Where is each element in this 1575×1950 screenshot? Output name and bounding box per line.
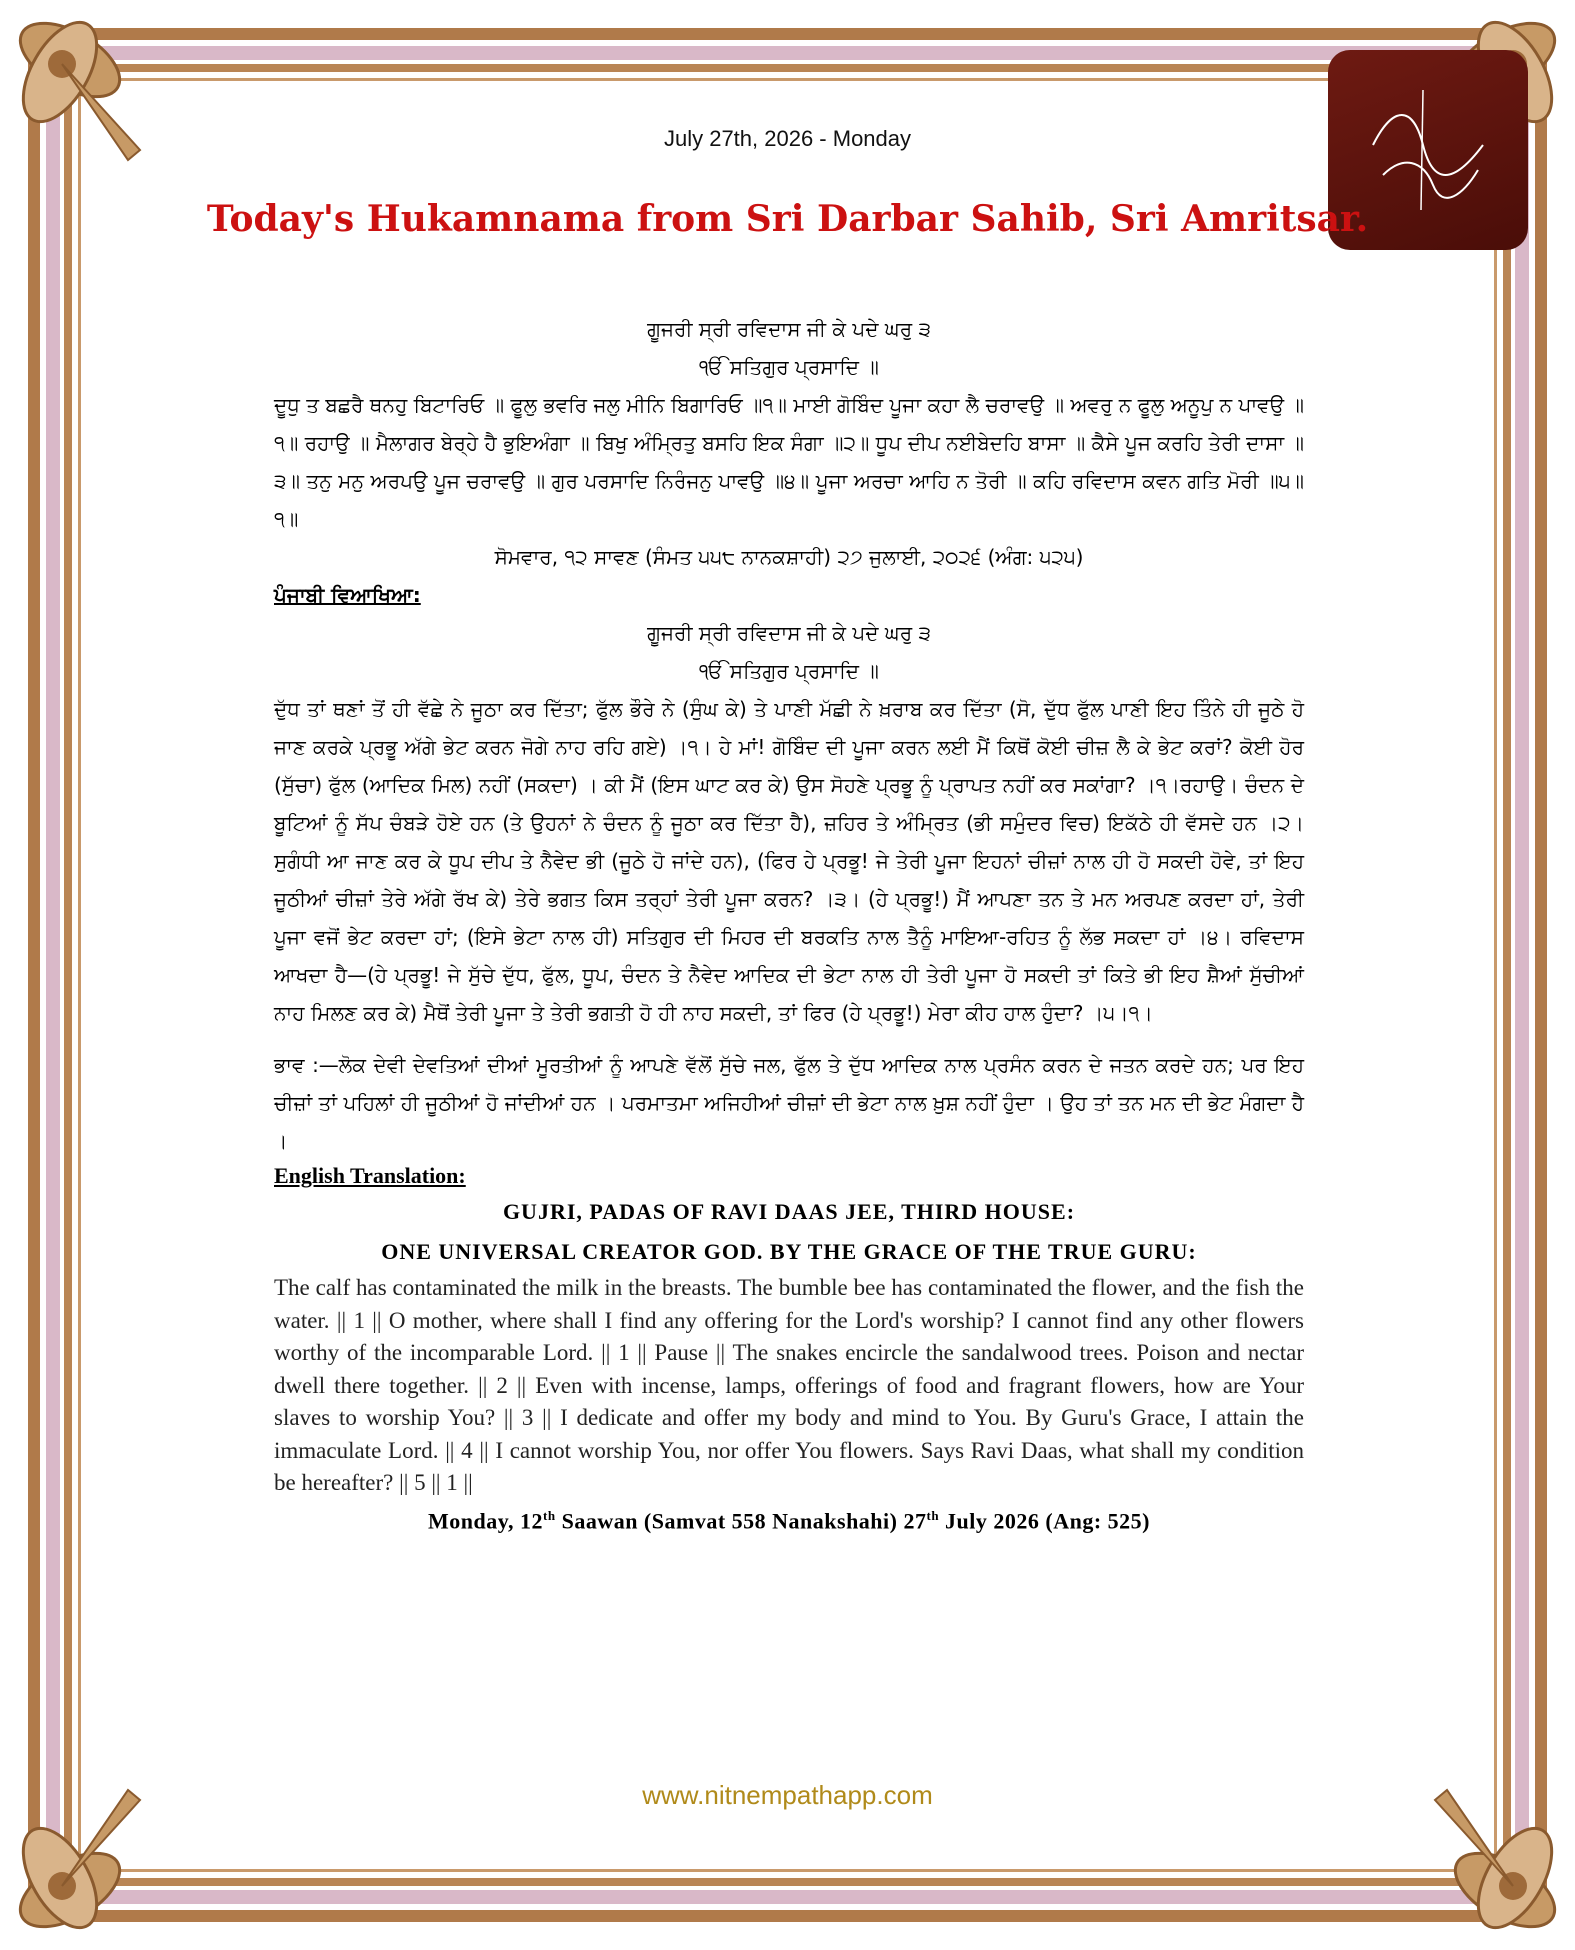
english-date-sup1: th: [543, 1507, 556, 1523]
website-link[interactable]: www.nitnempathapp.com: [642, 1780, 933, 1810]
english-date-part1: Monday, 12: [427, 1507, 544, 1533]
punjabi-label: ਪੰਜਾਬੀ ਵਿਆਖਿਆ:: [274, 583, 421, 607]
english-date: [274, 1508, 1304, 1534]
english-label: English Translation:: [274, 1163, 466, 1188]
corner-bow-icon: [0, 0, 190, 190]
punjabi-bhav: ਭਾਵ :—ਲੋਕ ਦੇਵੀ ਦੇਵਤਿਆਂ ਦੀਆਂ ਮੂਰਤੀਆਂ ਨੂੰ ਆਪਣੇ ਵੱਲੋਂ ਸੁੱਚੇ ਜਲ, ਫੁੱਲ ਤੇ ਦੁੱਧ ਆਦਿਕ ਨਾਲ ਪ੍ਰਸੰਨ ਕਰਨ ਦੇ ਜਤਨ ਕਰਦੇ ਹਨ; ਪਰ ਇਹ ਚੀਜ਼ਾਂ ਤਾਂ ਪਹਿਲਾਂ ਹੀ ਜੂਠੀਆਂ ਹੋ ਜਾਂਦੀਆਂ ਹਨ । ਪਰਮਾਤਮਾ ਅਜਿਹੀਆਂ ਚੀਜ਼ਾਂ ਦੀ ਭੇਟਾ ਨਾਲ ਖ਼ੁਸ਼ ਨਹੀਂ ਹੁੰਦਾ । ਉਹ ਤਾਂ ਤਨ ਮਨ ਦੀ ਭੇਟ ਮੰਗਦਾ ਹੈ ।: [274, 1053, 1304, 1153]
english-heading-1: GUJRI, PADAS OF RAVI DAAS JEE, THIRD HOUSE:: [502, 1199, 1076, 1224]
gurbani-text: ਦੂਧੁ ਤ ਬਛਰੈ ਥਨਹੁ ਬਿਟਾਰਿਓ ॥ ਫੂਲੁ ਭਵਰਿ ਜਲੁ ਮੀਨਿ ਬਿਗਾਰਿਓ ॥੧॥ ਮਾਈ ਗੋਬਿੰਦ ਪੂਜਾ ਕਹਾ ਲੈ ਚਰਾਵਉ ॥ ਅਵਰੁ ਨ ਫੂਲੁ ਅਨੂਪੁ ਨ ਪਾਵਉ ॥੧॥ ਰਹਾਉ ॥ ਮੈਲਾਗਰ ਬੇਰ੍ਹੇ ਹੈ ਭੁਇਅੰਗਾ ॥ ਬਿਖੁ ਅੰਮ੍ਰਿਤੁ ਬਸਹਿ ਇਕ ਸੰਗਾ ॥੨॥ ਧੂਪ ਦੀਪ ਨਈਬੇਦਹਿ ਬਾਸਾ ॥ ਕੈਸੇ ਪੂਜ ਕਰਹਿ ਤੇਰੀ ਦਾਸਾ ॥੩॥ ਤਨੁ ਮਨੁ ਅਰਪਉ ਪੂਜ ਚਰਾਵਉ ॥ ਗੁਰ ਪਰਸਾਦਿ ਨਿਰੰਜਨੁ ਪਾਵਉ ॥੪॥ ਪੂਜਾ ਅਰਚਾ ਆਹਿ ਨ ਤੋਰੀ ॥ ਕਹਿ ਰਵਿਦਾਸ ਕਵਨ ਗਤਿ ਮੋਰੀ ॥੫॥੧॥: [274, 393, 1305, 531]
english-date-part2: Saawan (Samvat 558 Nanakshahi) 27: [555, 1507, 927, 1533]
english-translation: The calf has contaminated the milk in the breasts. The bumble bee has contaminated the flower, and the fish the water. || 1 || O mother, where shall I find any offering for the Lord's worship? I cannot find any other flowers worthy of the incomparable Lord. || 1 || Pause || The snakes encircle the sandalwood trees. Poison and nectar dwell there together. || 2 || Even with incense, lamps, offerings of food and fragrant flowers, how are Your slaves to worship You? || 3 || I dedicate and offer my body and mind to You. By Guru's Grace, I attain the immaculate Lord. || 4 || I cannot worship You, nor offer You flowers. Says Ravi Daas, what shall my condition be hereafter? || 5 || 1 ||: [274, 1275, 1304, 1495]
punjabi-explanation: ਦੁੱਧ ਤਾਂ ਥਣਾਂ ਤੋਂ ਹੀ ਵੱਛੇ ਨੇ ਜੂਠਾ ਕਰ ਦਿੱਤਾ; ਫੁੱਲ ਭੌਰੇ ਨੇ (ਸੁੰਘ ਕੇ) ਤੇ ਪਾਣੀ ਮੱਛੀ ਨੇ ਖ਼ਰਾਬ ਕਰ ਦਿੱਤਾ (ਸੋ, ਦੁੱਧ ਫੁੱਲ ਪਾਣੀ ਇਹ ਤਿੰਨੇ ਹੀ ਜੂਠੇ ਹੋ ਜਾਣ ਕਰਕੇ ਪ੍ਰਭੂ ਅੱਗੇ ਭੇਟ ਕਰਨ ਜੋਗੇ ਨਾਹ ਰਹਿ ਗਏ) ।੧। ਹੇ ਮਾਂ! ਗੋਬਿੰਦ ਦੀ ਪੂਜਾ ਕਰਨ ਲਈ ਮੈਂ ਕਿਥੋਂ ਕੋਈ ਚੀਜ਼ ਲੈ ਕੇ ਭੇਟ ਕਰਾਂ? ਕੋਈ ਹੋਰ (ਸੁੱਚਾ) ਫੁੱਲ (ਆਦਿਕ ਮਿਲ) ਨਹੀਂ (ਸਕਦਾ) । ਕੀ ਮੈਂ (ਇਸ ਘਾਟ ਕਰ ਕੇ) ਉਸ ਸੋਹਣੇ ਪ੍ਰਭੂ ਨੂੰ ਪ੍ਰਾਪਤ ਨਹੀਂ ਕਰ ਸਕਾਂਗਾ? ।੧।ਰਹਾਉ। ਚੰਦਨ ਦੇ ਬੂਟਿਆਂ ਨੂੰ ਸੱਪ ਚੰਬੜੇ ਹੋਏ ਹਨ (ਤੇ ਉਹਨਾਂ ਨੇ ਚੰਦਨ ਨੂੰ ਜੂਠਾ ਕਰ ਦਿੱਤਾ ਹੈ), ਜ਼ਹਿਰ ਤੇ ਅੰਮ੍ਰਿਤ (ਭੀ ਸਮੁੰਦਰ ਵਿਚ) ਇਕੱਠੇ ਹੀ ਵੱਸਦੇ ਹਨ ।੨। ਸੁਗੰਧੀ ਆ ਜਾਣ ਕਰ ਕੇ ਧੂਪ ਦੀਪ ਤੇ ਨੈਵੇਦ ਭੀ (ਜੂਠੇ ਹੋ ਜਾਂਦੇ ਹਨ), (ਫਿਰ ਹੇ ਪ੍ਰਭੂ! ਜੇ ਤੇਰੀ ਪੂਜਾ ਇਹਨਾਂ ਚੀਜ਼ਾਂ ਨਾਲ ਹੀ ਹੋ ਸਕਦੀ ਹੋਵੇ, ਤਾਂ ਇਹ ਜੂਠੀਆਂ ਚੀਜ਼ਾਂ ਤੇਰੇ ਅੱਗੇ ਰੱਖ ਕੇ) ਤੇਰੇ ਭਗਤ ਕਿਸ ਤਰ੍ਹਾਂ ਤੇਰੀ ਪੂਜਾ ਕਰਨ? ।੩। (ਹੇ ਪ੍ਰਭੂ!) ਮੈਂ ਆਪਣਾ ਤਨ ਤੇ ਮਨ ਅਰਪਣ ਕਰਦਾ ਹਾਂ, ਤੇਰੀ ਪੂਜਾ ਵਜੋਂ ਭੇਟ ਕਰਦਾ ਹਾਂ; (ਇਸੇ ਭੇਟਾ ਨਾਲ ਹੀ) ਸਤਿਗੁਰ ਦੀ ਮਿਹਰ ਦੀ ਬਰਕਤਿ ਨਾਲ ਤੈਨੂੰ ਮਾਇਆ-ਰਹਿਤ ਨੂੰ ਲੱਭ ਸਕਦਾ ਹਾਂ ।੪। ਰਵਿਦਾਸ ਆਖਦਾ ਹੈ—(ਹੇ ਪ੍ਰਭੂ! ਜੇ ਸੁੱਚੇ ਦੁੱਧ, ਫੁੱਲ, ਧੂਪ, ਚੰਦਨ ਤੇ ਨੈਵੇਦ ਆਦਿਕ ਦੀ ਭੇਟਾ ਨਾਲ ਹੀ ਤੇਰੀ ਪੂਜਾ ਹੋ ਸਕਦੀ ਤਾਂ ਕਿਤੇ ਭੀ ਇਹ ਸ਼ੈਆਂ ਸੁੱਚੀਆਂ ਨਾਹ ਮਿਲਣ ਕਰ ਕੇ) ਮੈਥੋਂ ਤੇਰੀ ਪੂਜਾ ਤੇ ਤੇਰੀ ਭਗਤੀ ਹੋ ਹੀ ਨਾਹ ਸਕਦੀ, ਤਾਂ ਫਿਰ (ਹੇ ਪ੍ਰਭੂ!) ਮੇਰਾ ਕੀਹ ਹਾਲ ਹੁੰਦਾ? ।੫।੧।: [274, 697, 1304, 1025]
punjabi-heading: ਗੂਜਰੀ ਸ੍ਰੀ ਰਵਿਦਾਸ ਜੀ ਕੇ ਪਦੇ ਘਰੁ ੩: [647, 621, 931, 645]
gurbani-mangal: ੴ ਸਤਿਗੁਰ ਪ੍ਰਸਾਦਿ ॥: [699, 355, 879, 379]
english-date-sup2: th: [926, 1507, 940, 1523]
english-date-part3: July 2026 (Ang: 525): [939, 1507, 1150, 1533]
english-heading-2: ONE UNIVERSAL CREATOR GOD. BY THE GRACE OF THE TRUE GURU:: [381, 1239, 1197, 1264]
punjabi-mangal: ੴ ਸਤਿਗੁਰ ਪ੍ਰਸਾਦਿ ॥: [699, 659, 879, 683]
gurbani-heading: ਗੂਜਰੀ ਸ੍ਰੀ ਰਵਿਦਾਸ ਜੀ ਕੇ ਪਦੇ ਘਰੁ ੩: [647, 317, 931, 341]
hukamnama-content: [274, 310, 1304, 1534]
page-title: Today's Hukamnama from Sri Darbar Sahib, Sri Amritsar.: [206, 198, 1369, 240]
date-line: July 27th, 2026 - Monday: [663, 126, 912, 151]
gurbani-date: ਸੋਮਵਾਰ, ੧੨ ਸਾਵਣ (ਸੰਮਤ ੫੫੮ ਨਾਨਕਸ਼ਾਹੀ) ੨੭ ਜੁਲਾਈ, ੨੦੨੬ (ਅੰਗ: ੫੨੫): [494, 545, 1084, 569]
